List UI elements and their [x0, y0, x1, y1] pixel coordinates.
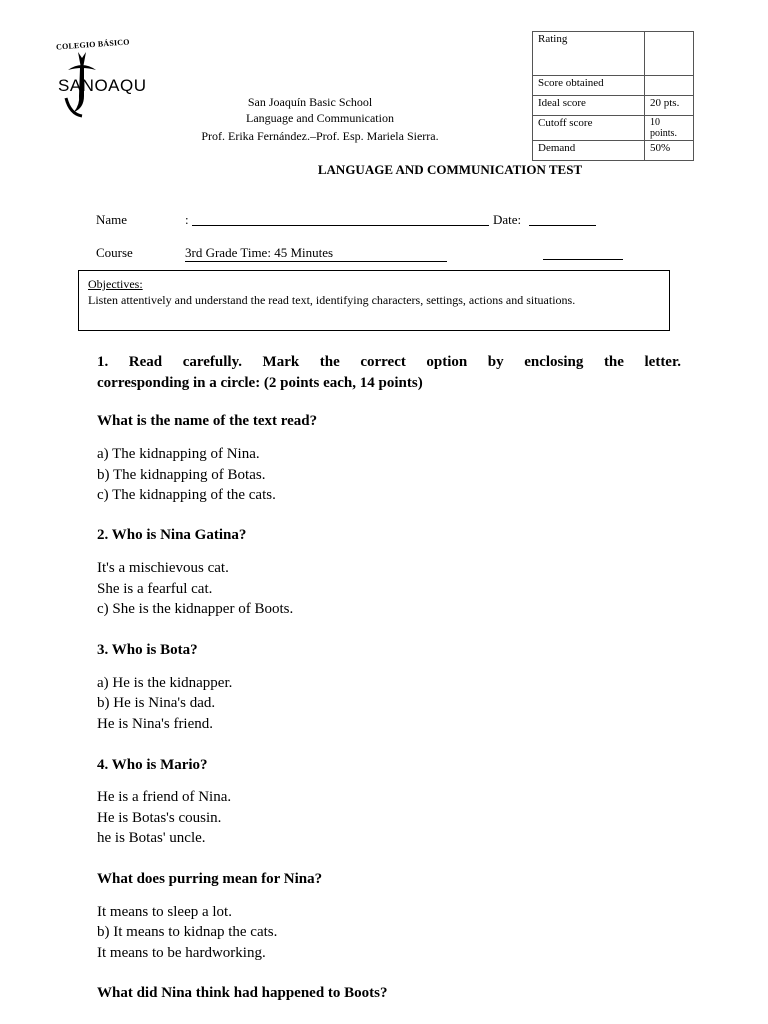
date-field[interactable]	[529, 225, 596, 226]
instruction-line-1: 1. Read carefully. Mark the correct option by enclosing the letter.	[97, 354, 681, 370]
objectives-title: Objectives:	[88, 277, 143, 291]
table-row	[533, 32, 694, 76]
answer-option[interactable]: c) She is the kidnapper of Boots.	[97, 601, 294, 617]
question-heading: What is the name of the text read?	[97, 413, 318, 429]
answer-option[interactable]: She is a fearful cat.	[97, 581, 213, 597]
instruction	[97, 352, 681, 394]
table-row	[533, 141, 694, 161]
answer-option[interactable]: It's a mischievous cat.	[97, 560, 229, 576]
course-value: 3rd Grade Time: 45 Minutes	[185, 245, 447, 262]
date-label: Date:	[493, 212, 522, 227]
rating-value	[645, 32, 694, 76]
answer-option[interactable]: It means to sleep a lot.	[97, 904, 232, 920]
answer-option[interactable]: c) The kidnapping of the cats.	[97, 487, 276, 503]
answer-option[interactable]: he is Botas' uncle.	[97, 830, 206, 846]
answer-option[interactable]: a) He is the kidnapper.	[97, 675, 233, 691]
school-logo	[50, 37, 147, 120]
question-heading: What does purring mean for Nina?	[97, 871, 323, 887]
table-row	[533, 116, 694, 141]
question-heading: 4. Who is Mario?	[97, 757, 208, 773]
course-label: Course	[96, 245, 133, 260]
cutoff-score-label: Cutoff score	[533, 116, 645, 141]
objectives-text: Listen attentively and understand the read text, identifying characters, settings, actions and situations.	[88, 293, 576, 307]
objectives-box	[78, 270, 670, 331]
answer-option[interactable]: He is Nina's friend.	[97, 716, 214, 732]
answer-option[interactable]: It means to be hardworking.	[97, 945, 266, 961]
question-heading: 3. Who is Bota?	[97, 642, 198, 658]
name-field[interactable]	[192, 225, 489, 226]
instruction-line-2: corresponding in a circle: (2 points each, 14 points)	[97, 375, 423, 391]
course-extra-field[interactable]	[543, 259, 623, 260]
answer-option[interactable]: b) He is Nina's dad.	[97, 695, 216, 711]
answer-option[interactable]: b) It means to kidnap the cats.	[97, 924, 278, 940]
answer-option[interactable]: a) The kidnapping of Nina.	[97, 446, 260, 462]
test-title: LANGUAGE AND COMMUNICATION TEST	[317, 162, 583, 177]
school-name: San Joaquín Basic School	[247, 95, 373, 109]
demand-label: Demand	[533, 141, 645, 161]
rating-label: Rating	[533, 32, 645, 76]
score-obtained-value	[645, 76, 694, 96]
score-obtained-label: Score obtained	[533, 76, 645, 96]
subject-name: Language and Communication	[246, 111, 394, 125]
answer-option[interactable]: He is Botas's cousin.	[97, 810, 222, 826]
ideal-score-value: 20 pts.	[645, 96, 694, 116]
question-heading: 2. Who is Nina Gatina?	[97, 527, 247, 543]
name-label: Name	[96, 212, 128, 227]
teacher-names: Prof. Erika Fernández.–Prof. Esp. Mariela Sierra.	[201, 129, 439, 143]
cutoff-score-value: 10 points.	[645, 116, 694, 141]
logo-top-text: COLEGIO BÁSICO	[55, 37, 130, 52]
answer-option[interactable]: b) The kidnapping of Botas.	[97, 467, 266, 483]
name-separator: :	[185, 212, 189, 227]
ideal-score-label: Ideal score	[533, 96, 645, 116]
answer-option[interactable]: He is a friend of Nina.	[97, 789, 232, 805]
question-heading: What did Nina think had happened to Boots?	[97, 985, 388, 1001]
logo-name: SANOAQU	[58, 76, 147, 95]
demand-value: 50%	[645, 141, 694, 161]
table-row	[533, 96, 694, 116]
table-row	[533, 76, 694, 96]
score-table	[532, 31, 694, 161]
